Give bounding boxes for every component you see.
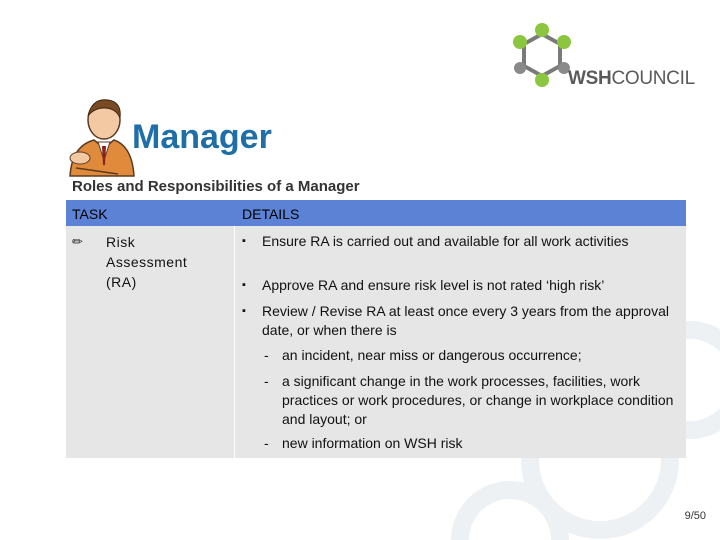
responsibilities-table: TASK DETAILS ✏ Risk Assessment (RA) ▪ Ensure RA is carried out and available for all work activities ▪ Approve RA and ensure risk level is not rated ‘high risk’ ▪ Review / Revise RA at least once every 3 years from the approval date, or when there is - an incident, near miss or dangerous occurrence; - a significant change in the work processes, facilities, work practices or work procedures, or change in workplace condition and layout; or - new information on WSH risk — [66, 200, 686, 458]
page-number: 9/50 — [684, 510, 706, 522]
square-bullet-icon: ▪ — [242, 305, 246, 317]
slide-subtitle: Roles and Responsibilities of a Manager — [72, 178, 360, 195]
logo-text: WSHCOUNCIL — [568, 68, 695, 89]
task-label: Risk Assessment (RA) — [106, 234, 188, 290]
square-bullet-icon: ▪ — [242, 279, 246, 291]
wsh-council-logo — [512, 22, 697, 100]
logo-mark-icon — [512, 22, 572, 92]
square-bullet-icon: ▪ — [242, 235, 246, 247]
manager-clipart-icon — [58, 88, 138, 178]
pencil-bullet-icon: ✏ — [72, 234, 83, 249]
column-header-details: DETAILS — [242, 206, 300, 222]
column-header-task: TASK — [72, 206, 108, 222]
table-header-row — [66, 200, 686, 226]
page-title: Manager — [132, 118, 272, 156]
column-divider — [234, 226, 235, 458]
